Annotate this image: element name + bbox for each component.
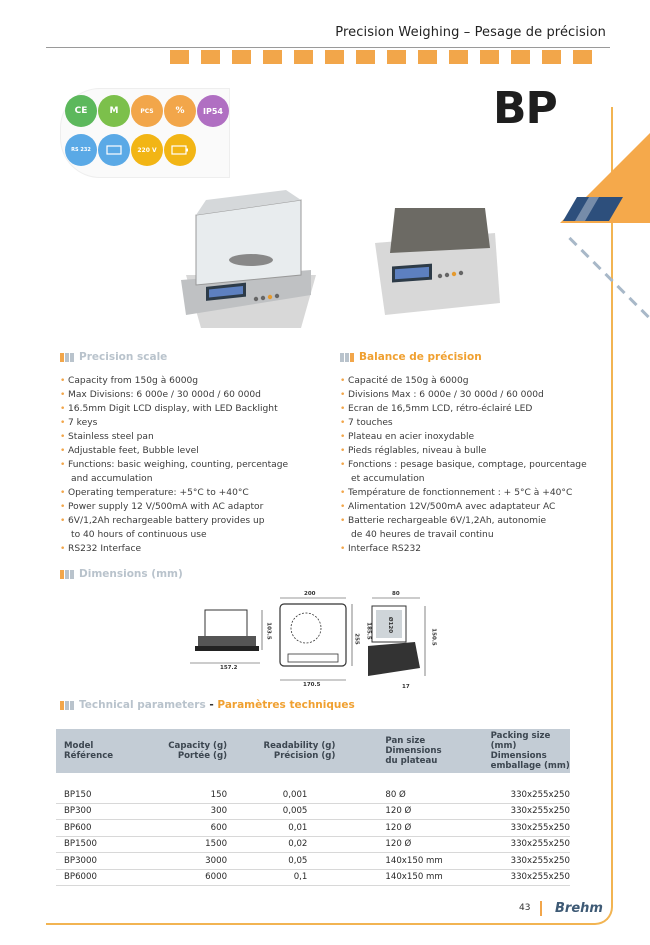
product-image-flat-pan-scale (370, 203, 505, 327)
list-item: • Batterie rechargeable 6V/1,2Ah, autonomie (340, 514, 610, 528)
list-item: • Adjustable feet, Bubble level (60, 444, 330, 458)
rs232-icon: RS 232 (65, 134, 97, 166)
list-item: • 6V/1,2Ah rechargeable battery provides up (60, 514, 330, 528)
list-item: • Operating temperature: +5°C to +40°C (60, 486, 330, 500)
dimension-drawings (180, 588, 450, 693)
list-item: • Capacity from 150g à 6000g (60, 374, 330, 388)
power-220v-icon: 220 V (131, 134, 163, 166)
section-heading-balance: Balance de précision (340, 351, 482, 363)
dim-label: 103.5 (265, 622, 272, 640)
pcs-counting-icon: PCS (131, 95, 163, 127)
product-image-draft-shield-scale (176, 190, 326, 339)
ip54-icon: IP54 (197, 95, 229, 127)
list-item: • 16.5mm Digit LCD display, with LED Backlight (60, 402, 330, 416)
section-heading-technical: Technical parameters - Paramètres techniques (60, 699, 355, 711)
dim-label: 255 (353, 633, 360, 645)
ce-mark-icon: CE (65, 95, 97, 127)
dim-label: 200 (304, 591, 316, 597)
list-item: et accumulation (351, 474, 425, 484)
list-item: • Interface RS232 (340, 542, 610, 556)
decorative-dashes (568, 240, 650, 340)
feature-list-en (60, 374, 330, 556)
column-header-packing-size: Packing size (mm) Dimensions emballage (mm) (483, 729, 570, 773)
dim-label: 157.2 (220, 665, 238, 671)
dim-label: 150.5 (430, 628, 437, 646)
table-row: BP600 600 0,01 120 Ø 330x255x250 (56, 820, 570, 837)
dim-label: 80 (392, 591, 400, 597)
lcd-display-icon (98, 134, 130, 166)
header-accent-blocks (170, 49, 604, 63)
column-header-pan-size: Pan size Dimensions du plateau (335, 729, 482, 773)
percent-weighing-icon: % (164, 95, 196, 127)
dim-label: 170.5 (303, 682, 321, 688)
list-item: • Max Divisions: 6 000e / 30 000d / 60 000d (60, 388, 330, 402)
table-header-row (56, 729, 570, 773)
m-verified-icon: M (98, 95, 130, 127)
brand-logo-text: Brehm (555, 901, 603, 916)
column-header-readability: Readability (g) Précision (g) (227, 729, 335, 773)
table-row: BP150 150 0,001 80 Ø 330x255x250 (56, 787, 570, 803)
table-row: BP6000 6000 0,1 140x150 mm 330x255x250 (56, 869, 570, 886)
column-header-capacity: Capacity (g) Portée (g) (151, 729, 227, 773)
list-item: and accumulation (71, 474, 153, 484)
dim-label: 185.5 (365, 622, 372, 640)
battery-icon (164, 134, 196, 166)
product-model-title: BP (493, 83, 557, 134)
table-row: BP3000 3000 0,05 140x150 mm 330x255x250 (56, 853, 570, 870)
list-item: • Fonctions : pesage basique, comptage, pourcentage (340, 458, 610, 472)
list-item: • Divisions Max : 6 000e / 30 000d / 60 000d (340, 388, 610, 402)
list-item: • 7 keys (60, 416, 330, 430)
list-item: • Alimentation 12V/500mA avec adaptateur AC (340, 500, 610, 514)
table-row: BP1500 1500 0,02 120 Ø 330x255x250 (56, 836, 570, 853)
page-number: 43 (519, 903, 531, 913)
list-item: • Capacité de 150g à 6000g (340, 374, 610, 388)
section-heading-precision-scale: Precision scale (60, 351, 167, 363)
list-item: • Plateau en acier inoxydable (340, 430, 610, 444)
table-row: BP300 300 0,005 120 Ø 330x255x250 (56, 803, 570, 820)
list-item: • Power supply 12 V/500mA with AC adaptor (60, 500, 330, 514)
list-item: • Ecran de 16,5mm LCD, rétro-éclairé LED (340, 402, 610, 416)
dim-label: 17 (402, 684, 410, 690)
section-heading-dimensions: Dimensions (mm) (60, 568, 183, 580)
list-item: • Pieds réglables, niveau à bulle (340, 444, 610, 458)
footer-divider (540, 901, 542, 916)
column-header-model: Model Référence (56, 729, 151, 773)
list-item: • 7 touches (340, 416, 610, 430)
list-item: • Functions: basic weighing, counting, percentage (60, 458, 330, 472)
brand-slash-logo (555, 193, 635, 227)
list-item: to 40 hours of continuous use (71, 530, 207, 540)
dim-label: Ø120 (387, 616, 394, 634)
list-item: • RS232 Interface (60, 542, 330, 556)
technical-parameters-table (56, 729, 570, 886)
feature-badges (60, 88, 230, 178)
list-item: • Stainless steel pan (60, 430, 330, 444)
header-rule (46, 47, 610, 48)
list-item: de 40 heures de travail continu (351, 530, 494, 540)
page-header-title: Precision Weighing – Pesage de précision (335, 25, 606, 40)
feature-list-fr (340, 374, 610, 556)
list-item: • Température de fonctionnement : + 5°C à +40°C (340, 486, 610, 500)
